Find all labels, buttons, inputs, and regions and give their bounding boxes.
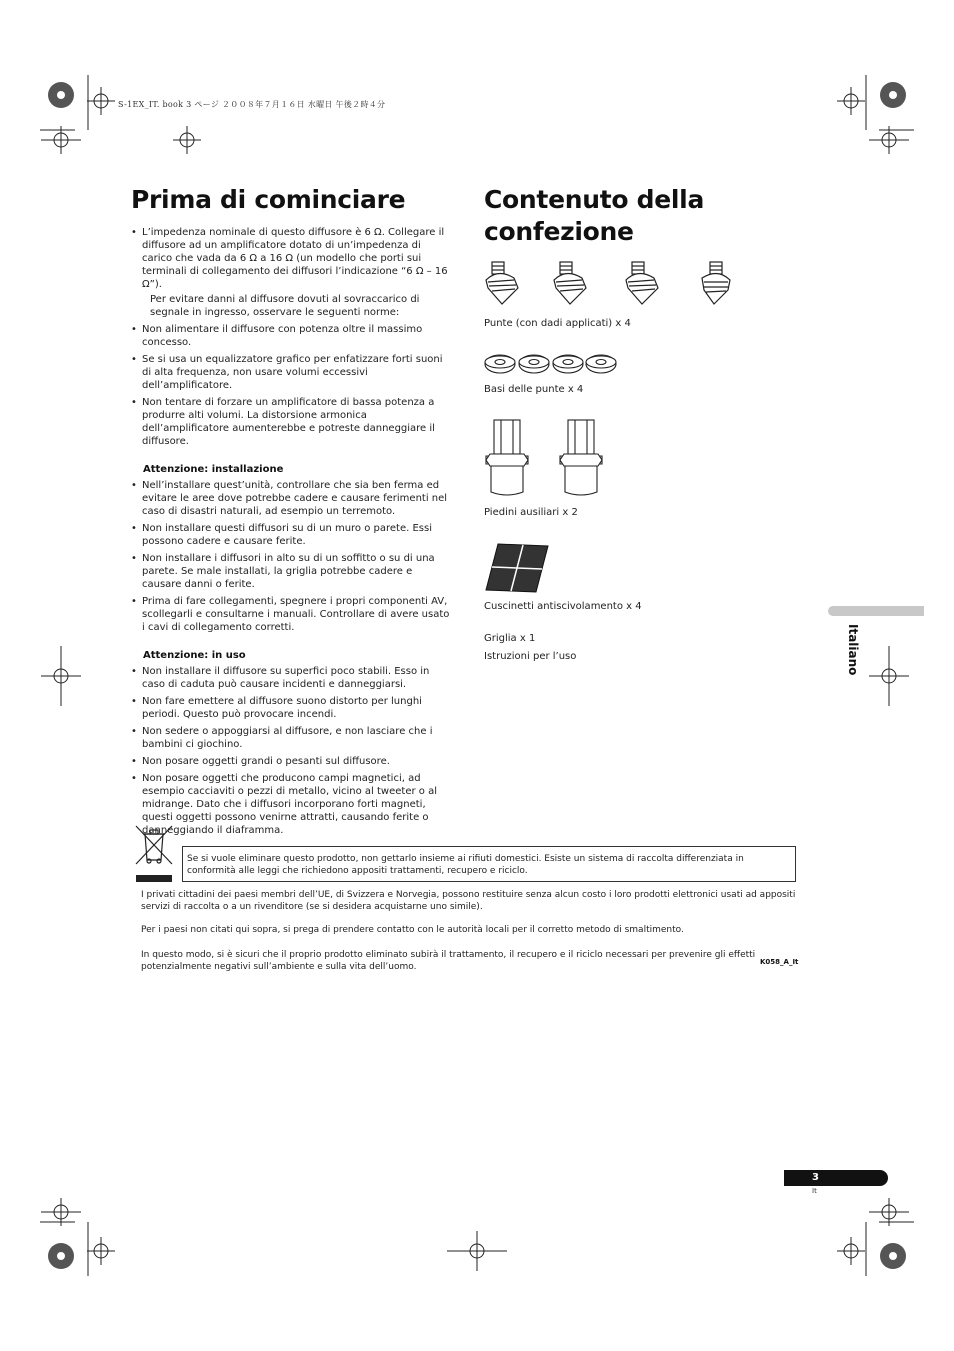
anti-slip-pads-illustration (484, 542, 552, 594)
list-item: • Non posare oggetti grandi o pesanti sul diffusore. (131, 755, 451, 768)
spikes-illustration (484, 258, 744, 314)
disposal-notice-box: Se si vuole eliminare questo prodotto, non gettarlo insieme ai rifiuti domestici. Esiste un sistema di raccolta differenziata in conformità alle leggi che richiedono appositi trattamenti, recupero e riciclo. (182, 846, 796, 882)
spike-bases-illustration (484, 352, 624, 378)
left-column (131, 184, 451, 841)
intro-note: Per evitare danni al diffusore dovuti al sovraccarico di segnale in ingresso, osservare le seguenti norme: (150, 294, 420, 318)
disposal-paragraph: Per i paesi non citati qui sopra, si prega di prendere contatto con le autorità locali per il corretto metodo di smaltimento. (141, 925, 684, 935)
disposal-paragraph: In questo modo, si è sicuri che il proprio prodotto eliminato subirà il trattamento, il recupero e il riciclo necessari per prevenire gli effetti potenzialmente negativi sull’ambiente e sulla vita dell’uomo. (141, 950, 756, 972)
page-number-badge (784, 1170, 888, 1186)
list-item: • Non sedere o appoggiarsi al diffusore, e non lasciare che i bambini ci giochino. (131, 725, 451, 751)
caption-auxiliary-feet: Piedini ausiliari x 2 (484, 507, 578, 518)
auxiliary-feet-illustration (484, 418, 614, 502)
norms-list (131, 323, 451, 448)
section-title-before-starting: Prima di cominciare (131, 185, 406, 214)
list-item: • Nell’installare quest’unità, controllare che sia ben ferma ed evitare le aree dove potrebbe cadere e causare ferimenti nel caso di disastri naturali, ad esempio un terremoto. (131, 479, 451, 518)
list-item: • Non alimentare il diffusore con potenza oltre il massimo concesso. (131, 323, 451, 349)
list-item: • Non fare emettere al diffusore suono distorto per lunghi periodi. Questo può provocare incendi. (131, 695, 451, 721)
caption-anti-slip-pads: Cuscinetti antiscivolamento x 4 (484, 601, 642, 612)
list-item: • Non installare questi diffusori su di un muro o parete. Essi possono cadere e causare ferite. (131, 522, 451, 548)
list-item: • Non installare i diffusori in alto su di un soffitto o su di una parete. Se male installati, la griglia potrebbe cadere e causare danni o ferite. (131, 552, 451, 591)
in-use-list (131, 665, 451, 837)
page-lang-code: It (812, 1187, 817, 1195)
print-header: S-1EX_IT. book 3 ページ ２００８年７月１６日 水曜日 午後２時４分 (118, 100, 386, 109)
section-title-package-contents: Contenuto della confezione (484, 185, 705, 246)
disposal-paragraph: I privati cittadini dei paesi membri dell’UE, di Svizzera e Norvegia, possono restituire senza alcun costo i loro prodotti elettronici usati ad appositi servizi di raccolta o a un rivenditore (se si desidera acquistarne uno simile). (141, 890, 796, 912)
caption-spikes: Punte (con dadi applicati) x 4 (484, 318, 631, 329)
installation-list (131, 479, 451, 634)
page-number: 3 (812, 1172, 819, 1183)
caption-grille: Griglia x 1 (484, 633, 536, 644)
list-item: • Non tentare di forzare un amplificatore di bassa potenza a produrre alti volumi. La distorsione armonica dell’amplificatore aumenterebbe e potreste danneggiare il diffusore. (131, 396, 451, 448)
caption-manual: Istruzioni per l’uso (484, 651, 577, 662)
list-item: • Prima di fare collegamenti, spegnere i propri componenti AV, scollegarli e consultarne i manuali. Controllare di avere usato i cavi di collegamento corretti. (131, 595, 451, 634)
heading-installation: Attenzione: installazione (143, 464, 284, 475)
caption-spike-bases: Basi delle punte x 4 (484, 384, 584, 395)
list-item: • Non posare oggetti che producono campi magnetici, ad esempio cacciaviti o pezzi di metallo, vicino al tweeter o al midrange. Dato che i diffusori incorporano forti magneti, questi oggetti possono venirne attratti, causando ferite o danneggiando il diaframma. (131, 772, 451, 837)
list-item: • L’impedenza nominale di questo diffusore è 6 Ω. Collegare il diffusore ad un amplificatore dotato di un’impedenza di carico che vada da 6 Ω a 16 Ω (un modello che porti sui terminali di collegamento dei diffusori l’indicazione “6 Ω – 16 Ω”). (131, 226, 451, 291)
list-item: • Se si usa un equalizzatore grafico per enfatizzare forti suoni di alta frequenza, non usare volumi eccessivi dell’amplificatore. (131, 353, 451, 392)
side-tab (828, 606, 924, 616)
language-tab-label: Italiano (846, 624, 860, 676)
heading-in-use: Attenzione: in uso (143, 650, 246, 661)
crossed-out-bin-icon (134, 824, 174, 884)
disposal-code: K058_A_It (760, 958, 799, 966)
intro-list (131, 226, 451, 291)
list-item: • Non installare il diffusore su superfici poco stabili. Esso in caso di caduta può causare incidenti e danneggiarsi. (131, 665, 451, 691)
